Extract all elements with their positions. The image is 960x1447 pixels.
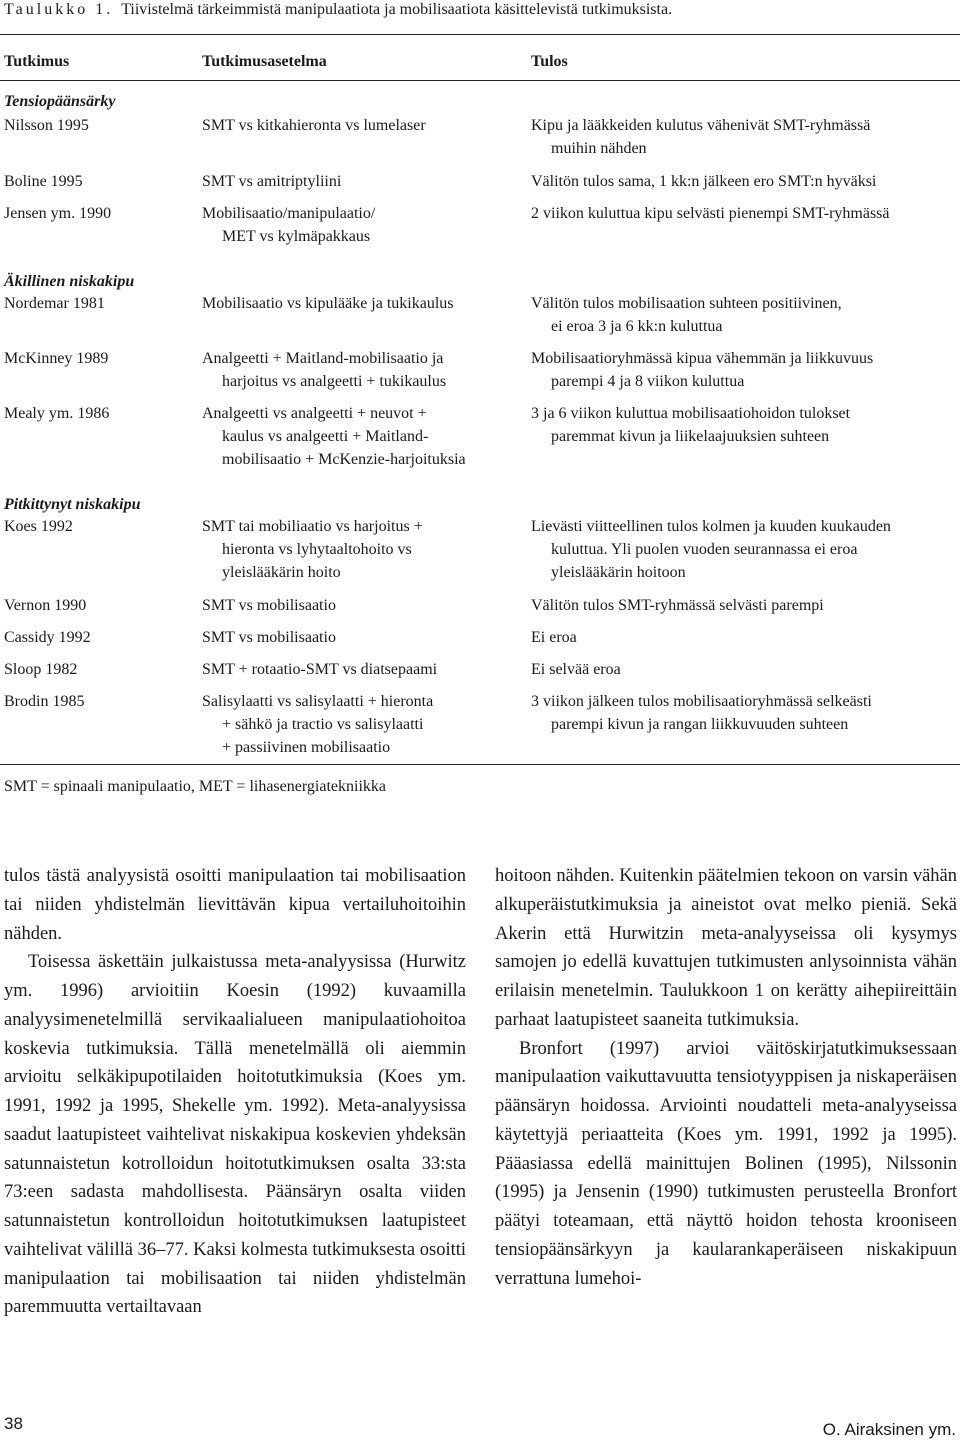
table-cell-design: MET vs kylmäpakkaus (222, 228, 371, 245)
table-cell-design: Mobilisaatio/manipulaatio/ (202, 205, 376, 222)
table-cell-result: kuluttua. Yli puolen vuoden seurannassa ei eroa (551, 541, 858, 558)
table-cell-study: Nordemar 1981 (4, 295, 105, 312)
table-footnote: SMT = spinaali manipulaatio, MET = lihasenergiatekniikka (4, 778, 386, 795)
table-cell-study: Sloop 1982 (4, 661, 78, 678)
table-cell-result: 2 viikon kuluttua kipu selvästi pienempi SMT-ryhmässä (531, 205, 890, 222)
caption-label: Taulukko 1. (4, 1, 114, 18)
table-cell-result: Välitön tulos sama, 1 kk:n jälkeen ero SMT:n hyväksi (531, 173, 877, 190)
paragraph: Bronfort (1997) arvioi väitöskirjatutkimuksessaan manipulaation vaikuttavuutta tensiotyyppisen ja niskaperäisen päänsäryn hoidossa. Arviointi noudatteli meta-analyyseissa käytettyjä periaatteita (Koes ym. 1991, 1992 ja 1995). Pääasiassa edellä mainittujen Bolinen (1995), Nilssonin (1995) ja Jensenin (1990) tutkimusten perusteella Bronfort päätyi toteamaan, että näyttö hoidon tehosta krooniseen tensiopäänsärkyyn ja kaularankaperäiseen niskakipuun verrattuna lumehoi- (495, 1038, 957, 1289)
paragraph: hoitoon nähden. Kuitenkin päätelmien tekoon on varsin vähän alkuperäistutkimuksia ja aineistot ovat melko pieniä. Sekä Akerin että Hurwitzin meta-analyyseissa oli kysymys samojen jo edellä kuvattujen tutkimusten anlysoinnista vähän erilaisin menetelmin. Taulukkoon 1 on kerätty aihepiireittäin parhaat laatupisteet saaneita tutkimuksia. (495, 866, 957, 1030)
table-cell-result: Ei eroa (531, 629, 577, 646)
table-cell-study: Brodin 1985 (4, 693, 85, 710)
paragraph: tulos tästä analyysistä osoitti manipulaation tai mobilisaation tai niiden yhdistelmän lievittävän kipua vertailuhoitoihin nähden. (4, 866, 466, 944)
table-cell-design: SMT vs mobilisaatio (202, 597, 336, 614)
table-cell-study: Mealy ym. 1986 (4, 405, 110, 422)
table-cell-design: SMT vs amitriptyliini (202, 173, 342, 190)
table-cell-result: ei eroa 3 ja 6 kk:n kuluttua (551, 318, 723, 335)
table-cell-design: Analgeetti vs analgeetti + neuvot + (202, 405, 427, 422)
table-cell-result: parempi 4 ja 8 viikon kuluttua (551, 373, 745, 390)
table-cell-result: Välitön tulos SMT-ryhmässä selvästi parempi (531, 597, 824, 614)
table-cell-study: McKinney 1989 (4, 350, 109, 367)
table-cell-result: Mobilisaatioryhmässä kipua vähemmän ja liikkuvuus (531, 350, 874, 367)
table-cell-design: Mobilisaatio vs kipulääke ja tukikaulus (202, 295, 454, 312)
table-cell-design: SMT vs kitkahieronta vs lumelaser (202, 117, 426, 134)
table-cell-study: Boline 1995 (4, 173, 83, 190)
table-top-rule (0, 34, 960, 35)
table-cell-design: kaulus vs analgeetti + Maitland- (222, 428, 429, 445)
table-cell-study: Koes 1992 (4, 518, 73, 535)
header-study: Tutkimus (4, 53, 70, 70)
table-cell-design: hieronta vs lyhytaaltohoito vs (222, 541, 412, 558)
header-design: Tutkimusasetelma (202, 53, 327, 70)
table-cell-result: Ei selvää eroa (531, 661, 621, 678)
section-title-akillinen-niskakipu: Äkillinen niskakipu (4, 273, 135, 290)
table-cell-result: muihin nähden (551, 140, 647, 157)
table-cell-result: parempi kivun ja rangan liikkuvuuden suhteen (551, 716, 849, 733)
table-cell-design: Analgeetti + Maitland-mobilisaatio ja (202, 350, 444, 367)
section-title-pitkittynyt-niskakipu: Pitkittynyt niskakipu (4, 496, 141, 513)
table-cell-study: Cassidy 1992 (4, 629, 91, 646)
table-cell-design: yleislääkärin hoito (222, 564, 341, 581)
table-cell-result: yleislääkärin hoitoon (551, 564, 686, 581)
table-cell-design: SMT + rotaatio-SMT vs diatsepaami (202, 661, 438, 678)
table-cell-study: Nilsson 1995 (4, 117, 89, 134)
table-cell-design: SMT tai mobiliaatio vs harjoitus + (202, 518, 423, 535)
body-column-left (4, 862, 466, 1322)
table-cell-design: harjoitus vs analgeetti + tukikaulus (222, 373, 447, 390)
table-cell-result: paremmat kivun ja liikelaajuuksien suhteen (551, 428, 830, 445)
table-cell-study: Jensen ym. 1990 (4, 205, 112, 222)
table-bottom-rule (0, 764, 960, 765)
table-cell-result: 3 ja 6 viikon kuluttua mobilisaatiohoidon tulokset (531, 405, 851, 422)
table-cell-result: Välitön tulos mobilisaation suhteen positiivinen, (531, 295, 842, 312)
table-caption (4, 0, 672, 20)
table-cell-design: + sähkö ja tractio vs salisylaatti (222, 716, 424, 733)
table-cell-study: Vernon 1990 (4, 597, 87, 614)
header-rule (0, 80, 960, 81)
table-cell-design: mobilisaatio + McKenzie-harjoituksia (222, 451, 466, 468)
page-number: 38 (4, 1414, 23, 1433)
table-cell-design: + passiivinen mobilisaatio (222, 739, 391, 756)
table-cell-design: SMT vs mobilisaatio (202, 629, 336, 646)
caption-text: Tiivistelmä tärkeimmistä manipulaatiota ja mobilisaatiota käsittelevistä tutkimuksista. (121, 1, 673, 18)
body-column-right (495, 862, 957, 1293)
paragraph: Toisessa äskettäin julkaistussa meta-analyysissa (Hurwitz ym. 1996) arvioitiin Koesin (1992) kuvaamilla analyysimenetelmillä servikaalialueen manipulaatiohoitoa koskevia tutkimuksia. Tällä menetelmällä oli aiemmin arvioitu selkäkipupotilaiden hoitotutkimuksia (Koes ym. 1991, 1992 ja 1995, Shekelle ym. 1992). Meta-analyysissa saadut laatupisteet vaihtelivat niskakipua koskevien yhdeksän satunnaistetun kotrolloidun hoitotutkimuksen osalta 33:sta 73:een sadasta mahdollisesta. Päänsäryn osalta viiden satunnaistetun kontrolloidun hoitotutkimuksen laatupisteet vaihtelivat välillä 36–77. Kaksi kolmesta tutkimuksesta osoitti manipulaation tai mobilisaation tai niiden yhdistelmän paremmuutta vertailtavaan (4, 952, 466, 1318)
section-title-tensiopaansarky: Tensiopäänsärky (4, 93, 116, 110)
header-result: Tulos (531, 53, 568, 70)
running-author: O. Airaksinen ym. (822, 1420, 956, 1439)
table-cell-design: Salisylaatti vs salisylaatti + hieronta (202, 693, 434, 710)
table-cell-result: Kipu ja lääkkeiden kulutus vähenivät SMT-ryhmässä (531, 117, 871, 134)
table-cell-result: 3 viikon jälkeen tulos mobilisaatioryhmässä selkeästi (531, 693, 872, 710)
table-cell-result: Lievästi viitteellinen tulos kolmen ja kuuden kuukauden (531, 518, 891, 535)
